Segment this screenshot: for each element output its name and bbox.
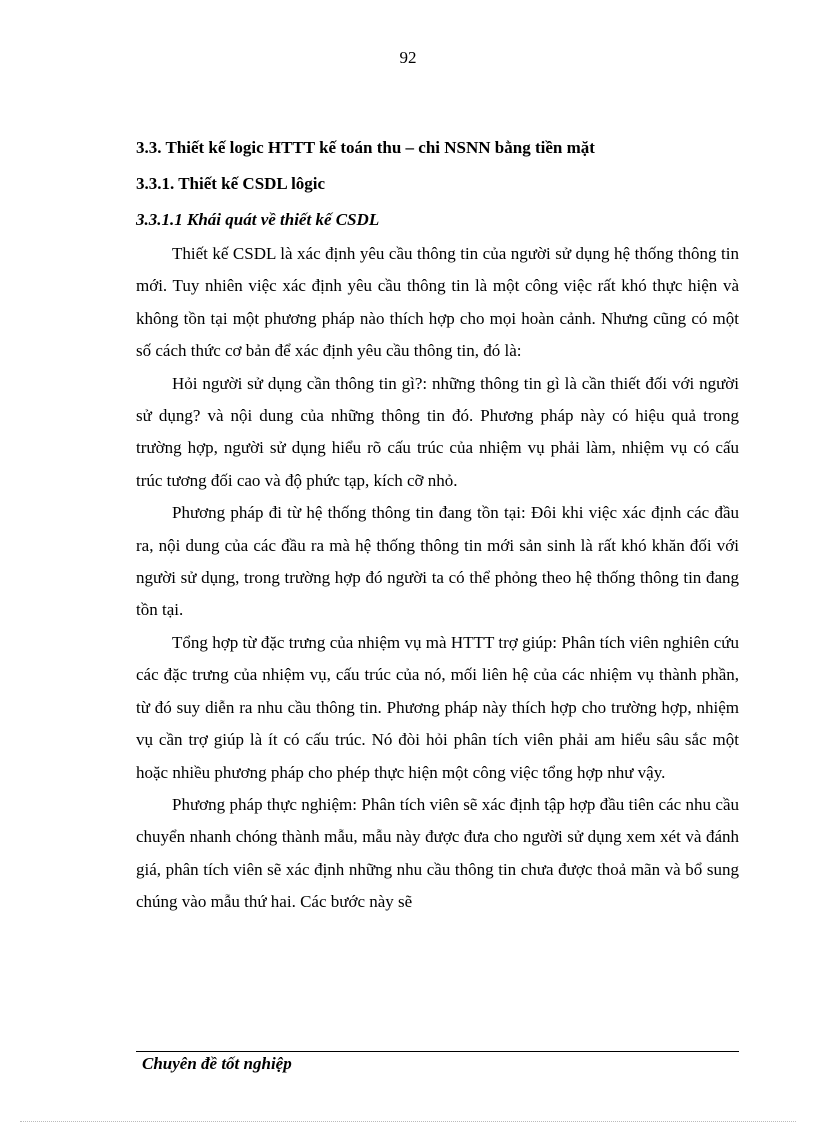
subsection-heading: 3.3.1. Thiết kế CSDL lôgic (136, 174, 326, 193)
body-paragraph: Phương pháp thực nghiệm: Phân tích viên sẽ xác định tập hợp đầu tiên các nhu cầu chuyển nhanh chóng thành mẫu, mẫu này được đưa cho người sử dụng xem xét và đánh giá, phân tích viên sẽ xác định những nhu cầu thông tin chưa được thoả mãn và bổ sung chúng vào mẫu thứ hai. Các bước này sẽ (136, 794, 739, 912)
section-heading: 3.3. Thiết kế logic HTTT kế toán thu – chi NSNN bằng tiền mặt (136, 138, 595, 157)
page-number: 92 (399, 48, 417, 67)
footer-text: Chuyên đề tốt nghiệp (142, 1054, 292, 1073)
page-body (136, 130, 739, 919)
body-paragraph: Thiết kế CSDL là xác định yêu cầu thông tin của người sử dụng hệ thống thông tin mới. Tuy nhiên việc xác định yêu cầu thông tin là một công việc rất khó thực hiện và không tồn tại một phương pháp nào thích hợp cho mọi hoàn cảnh. Nhưng cũng có một số cách thức cơ bản để xác định yêu cầu thông tin, đó là: (136, 244, 739, 361)
sub-subsection-heading: 3.3.1.1 Khái quát về thiết kế CSDL (136, 210, 380, 229)
body-paragraph: Phương pháp đi từ hệ thống thông tin đang tồn tại: Đôi khi việc xác định các đầu ra, nội dung của các đầu ra mà hệ thống thông tin mới sản sinh là rất khó khăn đối với người sử dụng, trong trường hợp đó người ta có thể phỏng theo hệ thống thông tin đang tồn tại. (136, 503, 739, 620)
body-paragraph: Tổng hợp từ đặc trưng của nhiệm vụ mà HTTT trợ giúp: Phân tích viên nghiên cứu các đặc trưng của nhiệm vụ, cấu trúc của nó, mối liên hệ của các nhiệm vụ thành phần, từ đó suy diễn ra nhu cầu thông tin. Phương pháp này thích hợp cho trường hợp, nhiệm vụ cần trợ giúp là ít có cấu trúc. Nó đòi hỏi phân tích viên phải am hiểu sâu sắc một hoặc nhiều phương pháp cho phép thực hiện một công việc tổng hợp như vậy. (136, 632, 739, 782)
body-paragraph: Hỏi người sử dụng cần thông tin gì?: những thông tin gì là cần thiết đối với người sử dụng? và nội dung của những thông tin đó. Phương pháp này có hiệu quả trong trường hợp, người sử dụng hiểu rõ cấu trúc của nhiệm vụ phải làm, nhiệm vụ có cấu trúc tương đối cao và độ phức tạp, kích cỡ nhỏ. (136, 373, 739, 490)
page-edge-divider (20, 1121, 796, 1122)
footer-divider (136, 1051, 739, 1052)
